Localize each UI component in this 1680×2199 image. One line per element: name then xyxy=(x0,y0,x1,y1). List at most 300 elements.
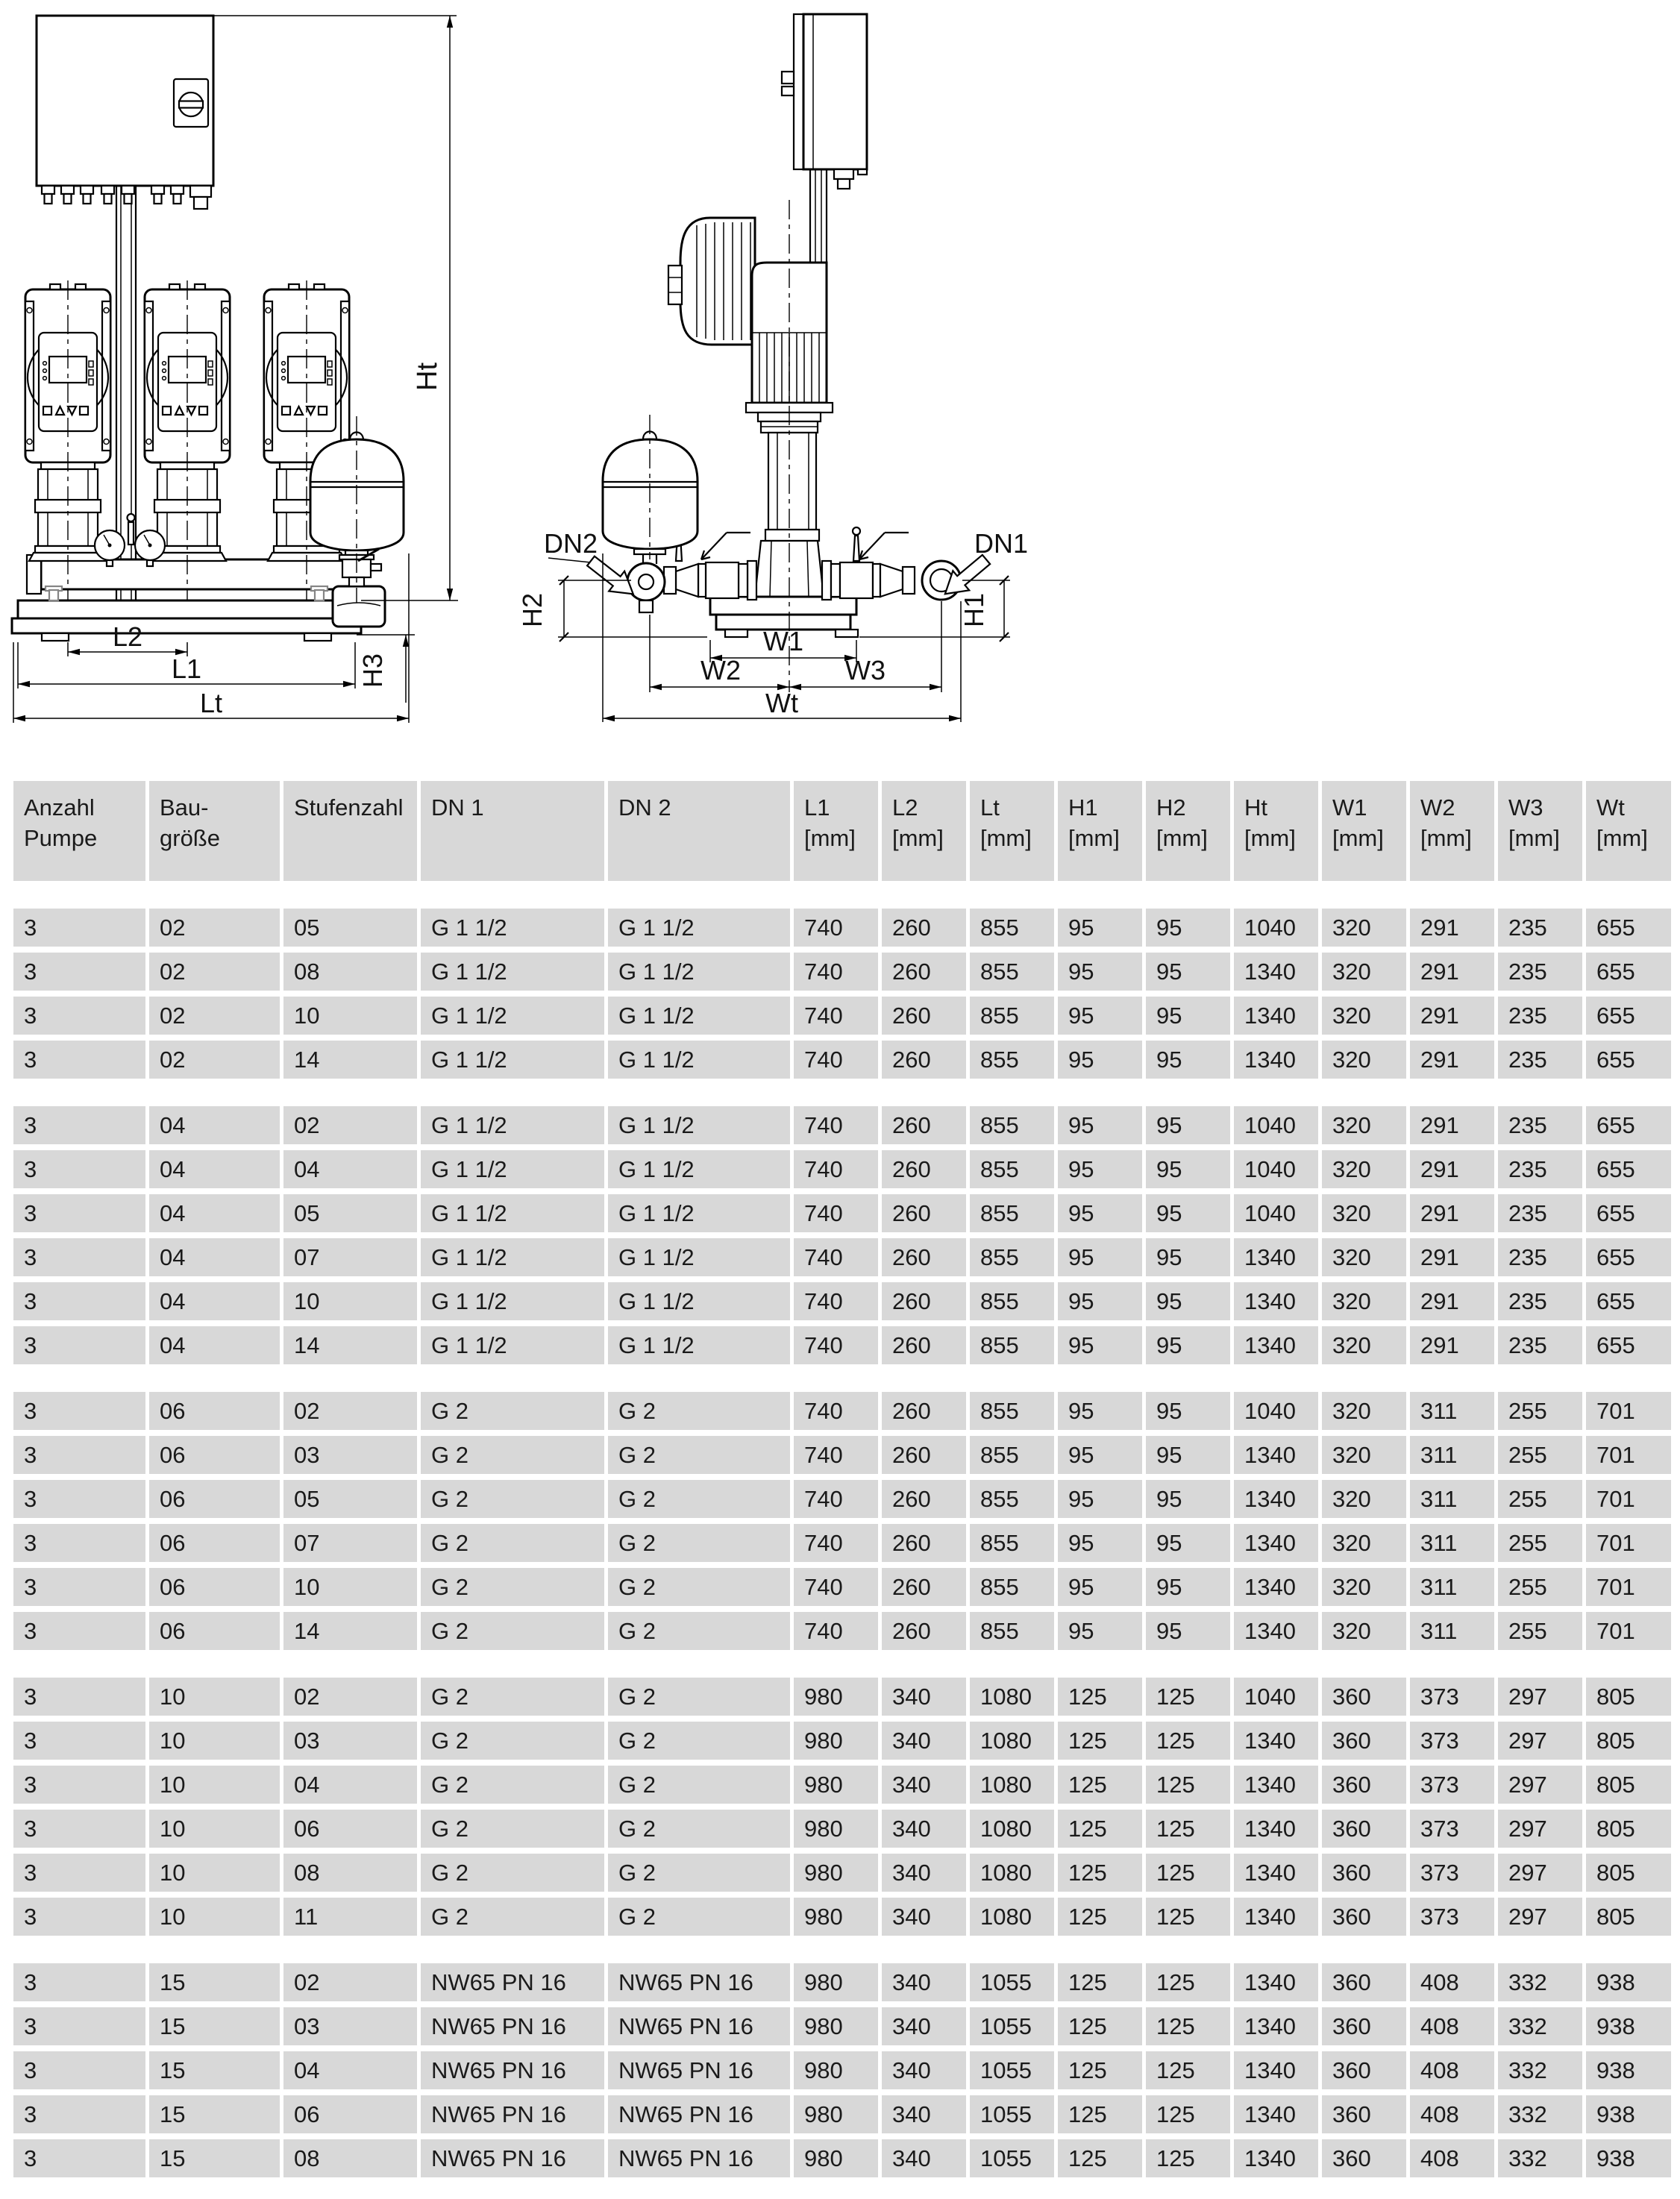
dim-label-l1: L1 xyxy=(171,653,202,684)
table-cell: 373 xyxy=(1410,1766,1494,1804)
table-cell: 980 xyxy=(794,1722,878,1760)
table-cell: 1340 xyxy=(1234,1766,1318,1804)
table-cell: 95 xyxy=(1058,1041,1142,1079)
table-cell: G 1 1/2 xyxy=(421,1238,604,1276)
table-cell: 297 xyxy=(1498,1810,1582,1848)
table-cell: 07 xyxy=(283,1238,417,1276)
table-cell: G 2 xyxy=(608,1480,790,1518)
table-cell: 235 xyxy=(1498,1282,1582,1320)
table-cell: 3 xyxy=(13,1106,145,1144)
table-cell: G 1 1/2 xyxy=(608,1150,790,1188)
table-cell: 235 xyxy=(1498,1194,1582,1232)
table-cell: 740 xyxy=(794,1326,878,1364)
table-cell: 311 xyxy=(1410,1436,1494,1474)
table-cell: 255 xyxy=(1498,1392,1582,1430)
table-cell: 980 xyxy=(794,1963,878,2001)
table-row xyxy=(13,1282,1671,1320)
table-cell: 235 xyxy=(1498,1326,1582,1364)
table-cell: 95 xyxy=(1146,909,1230,947)
table-cell: 125 xyxy=(1058,2007,1142,2045)
table-cell: 03 xyxy=(283,1722,417,1760)
table-cell: 95 xyxy=(1058,1150,1142,1188)
table-cell: 855 xyxy=(970,1436,1054,1474)
table-cell: 95 xyxy=(1146,1150,1230,1188)
table-cell: 340 xyxy=(882,1963,966,2001)
table-cell: 340 xyxy=(882,1854,966,1892)
table-cell: 95 xyxy=(1058,1568,1142,1606)
table-cell: 06 xyxy=(149,1436,280,1474)
table-cell: 701 xyxy=(1586,1612,1671,1650)
table-cell: 1080 xyxy=(970,1854,1054,1892)
table-cell: 701 xyxy=(1586,1568,1671,1606)
table-cell: 980 xyxy=(794,1810,878,1848)
table-row xyxy=(13,1810,1671,1848)
table-cell: 3 xyxy=(13,1612,145,1650)
table-row xyxy=(13,2051,1671,2089)
table-cell: 340 xyxy=(882,2007,966,2045)
table-cell: 95 xyxy=(1146,1612,1230,1650)
table-cell: 980 xyxy=(794,2007,878,2045)
table-cell: 95 xyxy=(1058,997,1142,1035)
table-cell: G 2 xyxy=(608,1436,790,1474)
table-cell: 95 xyxy=(1058,1524,1142,1562)
table-cell: 740 xyxy=(794,1106,878,1144)
table-cell: 360 xyxy=(1322,1963,1406,2001)
table-row xyxy=(13,1722,1671,1760)
table-cell: 320 xyxy=(1322,1282,1406,1320)
table-cell: 1340 xyxy=(1234,953,1318,991)
table-row xyxy=(13,1436,1671,1474)
table-cell: 125 xyxy=(1146,2095,1230,2133)
table-cell: 311 xyxy=(1410,1392,1494,1430)
table-cell: 1340 xyxy=(1234,1041,1318,1079)
table-cell: 3 xyxy=(13,1150,145,1188)
table-cell: 3 xyxy=(13,1963,145,2001)
table-cell: 04 xyxy=(283,1766,417,1804)
table-cell: 938 xyxy=(1586,1963,1671,2001)
table-cell: 02 xyxy=(149,997,280,1035)
table-cell: 320 xyxy=(1322,1524,1406,1562)
table-cell: G 2 xyxy=(421,1722,604,1760)
table-cell: 320 xyxy=(1322,1041,1406,1079)
table-cell: 06 xyxy=(149,1392,280,1430)
table-cell: 10 xyxy=(283,997,417,1035)
table-cell: G 2 xyxy=(421,1436,604,1474)
table-row xyxy=(13,2007,1671,2045)
table-cell: 805 xyxy=(1586,1722,1671,1760)
table-cell: 291 xyxy=(1410,997,1494,1035)
table-cell: 02 xyxy=(149,1041,280,1079)
table-cell: 855 xyxy=(970,1480,1054,1518)
table-cell: G 2 xyxy=(608,1898,790,1936)
dimension-l1 xyxy=(18,642,355,688)
table-cell: 980 xyxy=(794,2095,878,2133)
table-cell: 320 xyxy=(1322,1194,1406,1232)
table-cell: 06 xyxy=(149,1524,280,1562)
column-header: Wt [mm] xyxy=(1586,781,1671,881)
table-cell: 95 xyxy=(1146,953,1230,991)
table-cell: 320 xyxy=(1322,1326,1406,1364)
table-cell: 02 xyxy=(283,1963,417,2001)
table-cell: 701 xyxy=(1586,1392,1671,1430)
table-cell: 332 xyxy=(1498,2139,1582,2177)
table-cell: 95 xyxy=(1058,1238,1142,1276)
table-cell: 04 xyxy=(149,1194,280,1232)
table-cell: 10 xyxy=(149,1898,280,1936)
table-cell: 1340 xyxy=(1234,1238,1318,1276)
table-cell: 408 xyxy=(1410,2095,1494,2133)
table-cell: 291 xyxy=(1410,1150,1494,1188)
table-cell: 320 xyxy=(1322,1612,1406,1650)
dim-label-h1: H1 xyxy=(959,592,989,628)
table-cell: 805 xyxy=(1586,1810,1671,1848)
table-cell: 3 xyxy=(13,1041,145,1079)
table-cell: 10 xyxy=(149,1678,280,1716)
table-row xyxy=(13,997,1671,1035)
table-cell: 291 xyxy=(1410,909,1494,947)
table-row xyxy=(13,1766,1671,1804)
table-cell: 260 xyxy=(882,1282,966,1320)
table-row xyxy=(13,1326,1671,1364)
table-cell: 125 xyxy=(1058,1810,1142,1848)
table-cell: 95 xyxy=(1146,1568,1230,1606)
table-cell: 320 xyxy=(1322,1568,1406,1606)
table-cell: 3 xyxy=(13,2007,145,2045)
table-cell: G 2 xyxy=(421,1392,604,1430)
table-cell: 260 xyxy=(882,953,966,991)
table-cell: 260 xyxy=(882,1041,966,1079)
table-cell: 740 xyxy=(794,1436,878,1474)
table-cell: 291 xyxy=(1410,1326,1494,1364)
table-cell: 740 xyxy=(794,1568,878,1606)
table-cell: 655 xyxy=(1586,1282,1671,1320)
table-cell: NW65 PN 16 xyxy=(421,2139,604,2177)
table-cell: 373 xyxy=(1410,1810,1494,1848)
table-cell: 291 xyxy=(1410,1282,1494,1320)
table-cell: 1080 xyxy=(970,1898,1054,1936)
table-cell: 125 xyxy=(1058,2051,1142,2089)
table-cell: 10 xyxy=(283,1282,417,1320)
table-cell: 1340 xyxy=(1234,1810,1318,1848)
table-cell: 08 xyxy=(283,953,417,991)
table-cell: 125 xyxy=(1146,2139,1230,2177)
column-header: H2 [mm] xyxy=(1146,781,1230,881)
table-cell: G 1 1/2 xyxy=(608,1238,790,1276)
table-cell: 260 xyxy=(882,1326,966,1364)
table-cell: 311 xyxy=(1410,1612,1494,1650)
table-cell: 311 xyxy=(1410,1524,1494,1562)
table-cell: 938 xyxy=(1586,2095,1671,2133)
table-cell: 855 xyxy=(970,953,1054,991)
table-cell: G 2 xyxy=(421,1524,604,1562)
table-cell: 740 xyxy=(794,909,878,947)
table-cell: 291 xyxy=(1410,1238,1494,1276)
table-cell: 805 xyxy=(1586,1678,1671,1716)
table-cell: 95 xyxy=(1058,1282,1142,1320)
table-cell: 340 xyxy=(882,1678,966,1716)
table-cell: 740 xyxy=(794,1612,878,1650)
table-cell: 04 xyxy=(283,2051,417,2089)
table-cell: 655 xyxy=(1586,1326,1671,1364)
dn2-label: DN2 xyxy=(544,528,598,559)
table-cell: 260 xyxy=(882,1238,966,1276)
table-cell: 15 xyxy=(149,2051,280,2089)
table-cell: NW65 PN 16 xyxy=(421,2051,604,2089)
table-cell: 260 xyxy=(882,1612,966,1650)
table-cell: 408 xyxy=(1410,2051,1494,2089)
table-cell: 855 xyxy=(970,1238,1054,1276)
table-cell: 235 xyxy=(1498,997,1582,1035)
table-cell: 235 xyxy=(1498,1041,1582,1079)
table-cell: NW65 PN 16 xyxy=(421,2095,604,2133)
table-cell: 855 xyxy=(970,1524,1054,1562)
table-cell: 311 xyxy=(1410,1480,1494,1518)
column-header: Anzahl Pumpe xyxy=(13,781,145,881)
table-cell: 15 xyxy=(149,1963,280,2001)
column-header: H1 [mm] xyxy=(1058,781,1142,881)
table-cell: G 1 1/2 xyxy=(421,1150,604,1188)
table-row xyxy=(13,953,1671,991)
table-cell: 95 xyxy=(1146,1041,1230,1079)
table-cell: 3 xyxy=(13,953,145,991)
table-cell: 855 xyxy=(970,1041,1054,1079)
table-cell: 04 xyxy=(149,1150,280,1188)
table-cell: 260 xyxy=(882,1150,966,1188)
dim-label-w2: W2 xyxy=(700,655,741,686)
table-cell: 260 xyxy=(882,1480,966,1518)
table-cell: 360 xyxy=(1322,1898,1406,1936)
table-cell: 95 xyxy=(1058,1194,1142,1232)
table-cell: 125 xyxy=(1058,1766,1142,1804)
table-cell: 255 xyxy=(1498,1568,1582,1606)
table-cell: G 1 1/2 xyxy=(421,997,604,1035)
table-cell: 340 xyxy=(882,1766,966,1804)
table-cell: 3 xyxy=(13,1810,145,1848)
table-cell: NW65 PN 16 xyxy=(608,2139,790,2177)
table-cell: G 2 xyxy=(608,1612,790,1650)
table-cell: 320 xyxy=(1322,1238,1406,1276)
table-cell: 740 xyxy=(794,1282,878,1320)
table-cell: 655 xyxy=(1586,909,1671,947)
table-cell: 340 xyxy=(882,2051,966,2089)
table-cell: 340 xyxy=(882,2095,966,2133)
dim-label-w3: W3 xyxy=(845,655,886,686)
column-header: W3 [mm] xyxy=(1498,781,1582,881)
table-cell: 95 xyxy=(1058,953,1142,991)
table-group xyxy=(13,1106,1671,1364)
table-cell: 1055 xyxy=(970,2095,1054,2133)
table-cell: 14 xyxy=(283,1326,417,1364)
table-cell: 740 xyxy=(794,1238,878,1276)
table-cell: 125 xyxy=(1058,2095,1142,2133)
table-cell: 855 xyxy=(970,1150,1054,1188)
table-cell: G 1 1/2 xyxy=(421,1326,604,1364)
dim-label-l2: L2 xyxy=(112,621,143,652)
table-row xyxy=(13,1898,1671,1936)
table-cell: 125 xyxy=(1058,2139,1142,2177)
table-cell: 320 xyxy=(1322,953,1406,991)
table-cell: 3 xyxy=(13,1678,145,1716)
table-cell: 3 xyxy=(13,1238,145,1276)
dim-label-ht: Ht xyxy=(412,363,443,391)
table-row xyxy=(13,909,1671,947)
main-switch-icon xyxy=(174,79,208,127)
table-cell: 1055 xyxy=(970,2007,1054,2045)
table-cell: G 1 1/2 xyxy=(608,909,790,947)
table-cell: NW65 PN 16 xyxy=(608,1963,790,2001)
table-cell: 95 xyxy=(1058,1436,1142,1474)
table-cell: G 1 1/2 xyxy=(608,953,790,991)
cable-glands xyxy=(42,186,211,209)
table-cell: NW65 PN 16 xyxy=(608,2095,790,2133)
table-cell: 297 xyxy=(1498,1898,1582,1936)
table-cell: 340 xyxy=(882,1898,966,1936)
dimension-table xyxy=(13,781,1671,2177)
table-cell: 1040 xyxy=(1234,1678,1318,1716)
base-frame-front xyxy=(12,586,361,641)
table-body xyxy=(13,909,1671,2177)
table-cell: 235 xyxy=(1498,909,1582,947)
table-cell: 332 xyxy=(1498,2095,1582,2133)
table-cell: 320 xyxy=(1322,1106,1406,1144)
table-row xyxy=(13,1568,1671,1606)
table-cell: 125 xyxy=(1146,1810,1230,1848)
table-cell: 340 xyxy=(882,1810,966,1848)
table-cell: 125 xyxy=(1146,2051,1230,2089)
table-cell: 95 xyxy=(1146,1392,1230,1430)
table-row xyxy=(13,1041,1671,1079)
table-cell: 360 xyxy=(1322,1678,1406,1716)
table-cell: 260 xyxy=(882,1392,966,1430)
table-cell: G 1 1/2 xyxy=(421,1041,604,1079)
table-cell: 980 xyxy=(794,1678,878,1716)
table-cell: 938 xyxy=(1586,2139,1671,2177)
table-row xyxy=(13,1854,1671,1892)
table-cell: 655 xyxy=(1586,1194,1671,1232)
table-group xyxy=(13,1963,1671,2177)
table-cell: 255 xyxy=(1498,1612,1582,1650)
table-cell: 408 xyxy=(1410,2139,1494,2177)
table-cell: G 2 xyxy=(608,1678,790,1716)
table-cell: G 2 xyxy=(608,1810,790,1848)
control-cabinet xyxy=(37,16,213,209)
table-cell: 320 xyxy=(1322,909,1406,947)
technical-drawings xyxy=(0,0,1089,746)
table-cell: 06 xyxy=(283,1810,417,1848)
table-cell: 3 xyxy=(13,1568,145,1606)
table-cell: 05 xyxy=(283,1480,417,1518)
table-cell: 320 xyxy=(1322,1436,1406,1474)
table-cell: 02 xyxy=(149,953,280,991)
column-header: W1 [mm] xyxy=(1322,781,1406,881)
table-cell: G 1 1/2 xyxy=(421,1106,604,1144)
table-cell: 95 xyxy=(1146,1326,1230,1364)
table-cell: 740 xyxy=(794,1480,878,1518)
table-cell: 235 xyxy=(1498,953,1582,991)
table-cell: 980 xyxy=(794,2051,878,2089)
table-cell: 980 xyxy=(794,1898,878,1936)
diaphragm-tank-side xyxy=(603,415,698,564)
table-cell: 02 xyxy=(283,1392,417,1430)
table-row xyxy=(13,1963,1671,2001)
table-cell: 125 xyxy=(1146,1963,1230,2001)
table-cell: 320 xyxy=(1322,1392,1406,1430)
table-cell: 235 xyxy=(1498,1238,1582,1276)
table-cell: 10 xyxy=(149,1722,280,1760)
table-cell: 10 xyxy=(149,1810,280,1848)
table-cell: 95 xyxy=(1146,1480,1230,1518)
table-cell: 03 xyxy=(283,1436,417,1474)
table-cell: 125 xyxy=(1058,1678,1142,1716)
table-cell: 3 xyxy=(13,1898,145,1936)
table-cell: 95 xyxy=(1058,1480,1142,1518)
table-cell: 95 xyxy=(1058,1392,1142,1430)
table-cell: 125 xyxy=(1058,1963,1142,2001)
table-cell: 980 xyxy=(794,2139,878,2177)
table-cell: 07 xyxy=(283,1524,417,1562)
table-row xyxy=(13,1150,1671,1188)
table-cell: 10 xyxy=(149,1854,280,1892)
table-cell: 3 xyxy=(13,1326,145,1364)
table-group xyxy=(13,909,1671,1079)
table-cell: 255 xyxy=(1498,1524,1582,1562)
tank-elbow-fitting xyxy=(333,586,385,627)
table-row xyxy=(13,1612,1671,1650)
table-cell: 1340 xyxy=(1234,1612,1318,1650)
table-cell: 655 xyxy=(1586,997,1671,1035)
table-cell: 360 xyxy=(1322,2051,1406,2089)
table-cell: 260 xyxy=(882,1106,966,1144)
table-cell: 855 xyxy=(970,909,1054,947)
table-cell: 320 xyxy=(1322,997,1406,1035)
table-cell: 08 xyxy=(283,1854,417,1892)
table-cell: 360 xyxy=(1322,1854,1406,1892)
table-cell: 02 xyxy=(283,1678,417,1716)
table-cell: 255 xyxy=(1498,1480,1582,1518)
table-cell: 95 xyxy=(1146,1194,1230,1232)
table-cell: 855 xyxy=(970,1392,1054,1430)
table-cell: G 2 xyxy=(421,1568,604,1606)
table-cell: 3 xyxy=(13,1854,145,1892)
table-cell: 701 xyxy=(1586,1524,1671,1562)
table-cell: G 1 1/2 xyxy=(608,1326,790,1364)
dim-label-w1: W1 xyxy=(763,626,803,656)
table-row xyxy=(13,1524,1671,1562)
table-cell: 260 xyxy=(882,1436,966,1474)
table-cell: 1055 xyxy=(970,2051,1054,2089)
table-cell: 95 xyxy=(1146,1106,1230,1144)
table-cell: 255 xyxy=(1498,1436,1582,1474)
table-cell: 320 xyxy=(1322,1150,1406,1188)
table-group xyxy=(13,1392,1671,1650)
table-cell: 1340 xyxy=(1234,2051,1318,2089)
table-cell: 360 xyxy=(1322,1722,1406,1760)
table-cell: G 1 1/2 xyxy=(608,1106,790,1144)
table-cell: 1040 xyxy=(1234,1106,1318,1144)
table-cell: 95 xyxy=(1058,1326,1142,1364)
table-cell: 740 xyxy=(794,953,878,991)
table-cell: 855 xyxy=(970,1326,1054,1364)
table-cell: 805 xyxy=(1586,1854,1671,1892)
table-cell: 06 xyxy=(283,2095,417,2133)
table-cell: 1080 xyxy=(970,1678,1054,1716)
table-cell: 95 xyxy=(1146,1282,1230,1320)
table-row xyxy=(13,1194,1671,1232)
table-row xyxy=(13,1238,1671,1276)
table-cell: 260 xyxy=(882,909,966,947)
table-cell: 3 xyxy=(13,1766,145,1804)
table-cell: 291 xyxy=(1410,1041,1494,1079)
